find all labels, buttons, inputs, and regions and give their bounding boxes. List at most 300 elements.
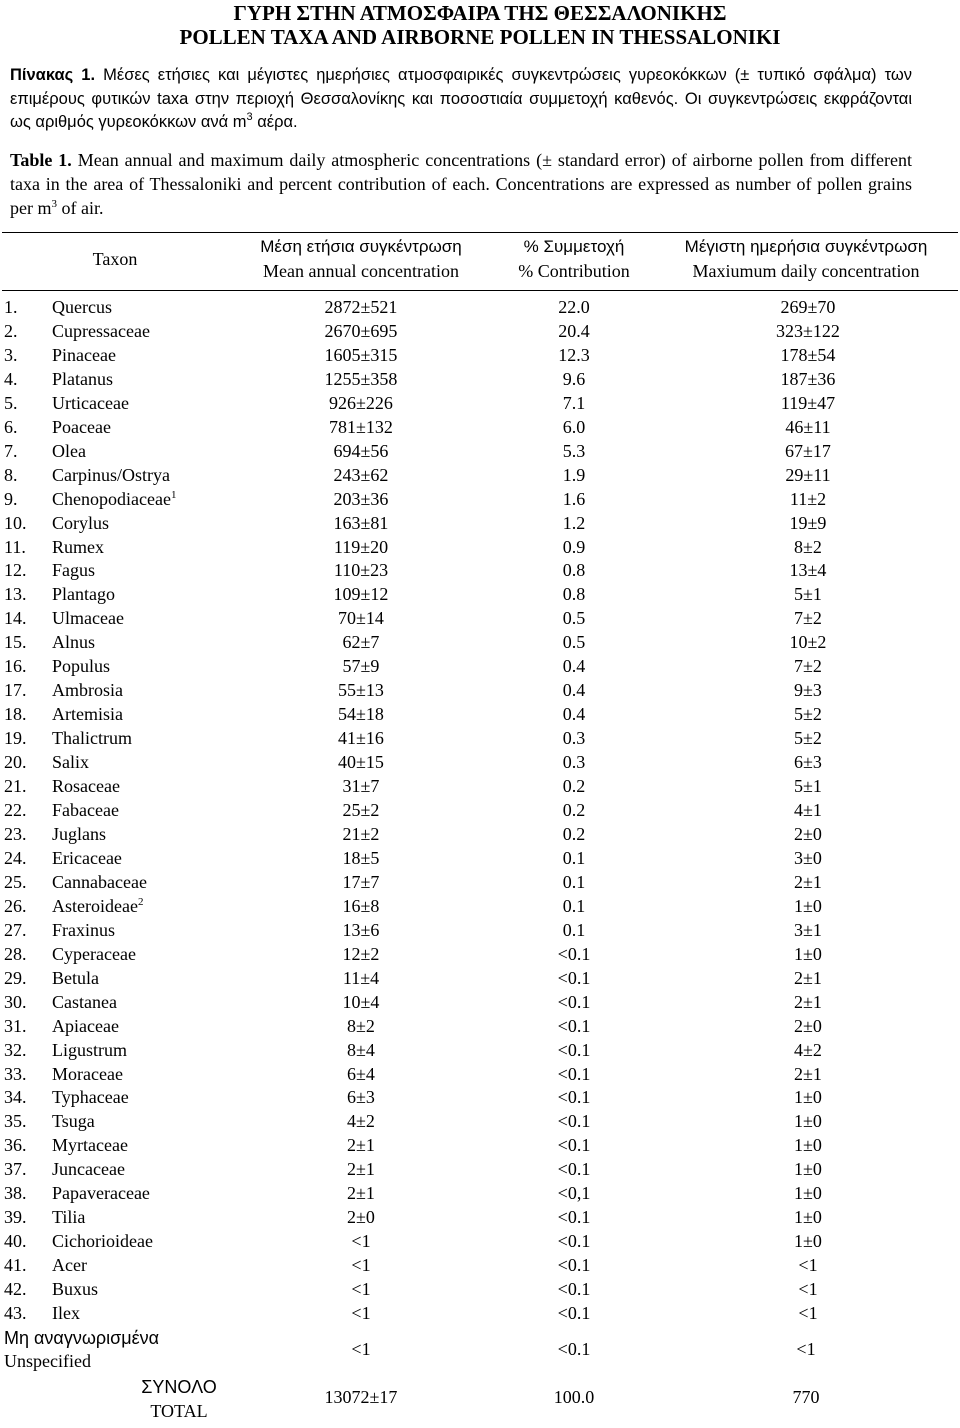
- row-mean: [230, 368, 492, 392]
- row-contribution: [492, 727, 656, 751]
- row-mean: [230, 775, 492, 799]
- row-taxon-text: Juglans: [52, 823, 106, 844]
- row-number-text: 30.: [4, 991, 27, 1012]
- row-mean-text: 926±226: [329, 392, 393, 413]
- table-row: [0, 1206, 960, 1230]
- table-row: [0, 991, 960, 1015]
- row-mean: [230, 536, 492, 560]
- row-contribution-text: <0,1: [557, 1183, 591, 1204]
- row-max: [656, 512, 960, 536]
- row-number-text: 39.: [4, 1207, 27, 1228]
- row-max-text: <1: [798, 1279, 818, 1300]
- title-greek: ΓΥΡΗ ΣΤΗΝ ΑΤΜΟΣΦΑΙΡΑ ΤΗΣ ΘΕΣΣΑΛΟΝΙΚΗΣ: [233, 1, 727, 25]
- row-max-text: 9±3: [794, 680, 822, 701]
- row-mean-text: 163±81: [333, 512, 389, 533]
- row-mean: [230, 871, 492, 895]
- row-taxon-text: Ligustrum: [52, 1039, 127, 1060]
- table-top-rule: [2, 232, 958, 233]
- row-number-text: 27.: [4, 919, 27, 940]
- row-max: [656, 1230, 960, 1254]
- unspecified-max: <1: [796, 1339, 816, 1359]
- row-number: [0, 1110, 52, 1134]
- row-max: [656, 823, 960, 847]
- row-contribution-text: <0.1: [557, 1159, 591, 1180]
- row-contribution-text: 0.1: [562, 871, 586, 892]
- row-mean: [230, 1206, 492, 1230]
- row-taxon-text: Urticaceae: [52, 392, 129, 413]
- row-contribution: [492, 1039, 656, 1063]
- caption-english-text-end: of air.: [56, 198, 104, 218]
- row-contribution-text: <0.1: [557, 967, 591, 988]
- row-taxon-text: Carpinus/Ostrya: [52, 464, 170, 485]
- row-contribution-text: 1.6: [562, 488, 586, 509]
- row-max: [656, 368, 960, 392]
- row-contribution: [492, 1063, 656, 1087]
- unspecified-mean: <1: [351, 1339, 371, 1359]
- row-mean: [230, 799, 492, 823]
- row-contribution: [492, 512, 656, 536]
- row-mean-text: <1: [351, 1231, 371, 1252]
- row-max-text: 6±3: [794, 752, 822, 773]
- row-taxon-text: Tilia: [52, 1207, 86, 1228]
- row-number: [0, 488, 52, 512]
- row-taxon-text: Juncaceae: [52, 1159, 125, 1180]
- row-mean-text: 243±62: [333, 464, 389, 485]
- row-number-text: 19.: [4, 728, 27, 749]
- row-mean-text: 21±2: [342, 823, 380, 844]
- row-number: [0, 943, 52, 967]
- row-number: [0, 416, 52, 440]
- row-contribution-text: 7.1: [562, 392, 586, 413]
- header-max: [656, 235, 956, 283]
- row-taxon-text: Betula: [52, 967, 99, 988]
- row-mean-text: 110±23: [333, 560, 389, 581]
- row-contribution: [492, 751, 656, 775]
- row-number: [0, 871, 52, 895]
- row-max: [656, 416, 960, 440]
- table-row: [0, 727, 960, 751]
- table-row: [0, 631, 960, 655]
- row-number-text: 9.: [4, 488, 18, 509]
- total-label: [112, 1375, 246, 1423]
- row-mean: [230, 416, 492, 440]
- row-mean-text: 10±4: [342, 991, 380, 1012]
- row-mean: [230, 296, 492, 320]
- row-contribution-text: <0.1: [557, 1255, 591, 1276]
- row-contribution-text: 0.8: [562, 584, 586, 605]
- row-contribution: [492, 1206, 656, 1230]
- row-max-text: 1±0: [794, 1183, 822, 1204]
- row-taxon-text: Apiaceae: [52, 1015, 119, 1036]
- row-max: [656, 607, 960, 631]
- row-contribution-text: <0.1: [557, 943, 591, 964]
- row-max: [656, 488, 960, 512]
- row-taxon-text: Ambrosia: [52, 680, 123, 701]
- row-contribution: [492, 991, 656, 1015]
- row-max: [656, 799, 960, 823]
- row-mean-text: 57±9: [342, 656, 380, 677]
- pollen-table-body: [0, 296, 960, 1326]
- row-number-text: 18.: [4, 704, 27, 725]
- unspecified-label-greek: Μη αναγνωρισμένα: [4, 1328, 160, 1348]
- row-max: [656, 1302, 960, 1326]
- row-number: [0, 1254, 52, 1278]
- row-max-text: 3±1: [794, 919, 822, 940]
- row-contribution-text: 0.4: [562, 680, 586, 701]
- row-mean: [230, 727, 492, 751]
- table-row: [0, 1278, 960, 1302]
- total-label-english: TOTAL: [150, 1401, 208, 1421]
- row-contribution-text: 0.8: [562, 560, 586, 581]
- row-number: [0, 512, 52, 536]
- row-number-text: 25.: [4, 871, 27, 892]
- row-max: [656, 1182, 960, 1206]
- row-contribution-text: 12.3: [558, 344, 590, 365]
- row-number-text: 16.: [4, 656, 27, 677]
- row-max-text: 5±2: [794, 728, 822, 749]
- row-max-text: 7±2: [794, 656, 822, 677]
- row-contribution-text: 0.1: [562, 847, 586, 868]
- row-number: [0, 967, 52, 991]
- row-max-text: 1±0: [794, 1135, 822, 1156]
- row-taxon: [52, 919, 230, 943]
- row-max-text: 19±9: [789, 512, 827, 533]
- row-mean: [230, 1134, 492, 1158]
- row-taxon-text: Moraceae: [52, 1063, 123, 1084]
- row-number: [0, 559, 52, 583]
- row-taxon-text: Ilex: [52, 1303, 80, 1324]
- row-number-text: 1.: [4, 297, 18, 317]
- row-contribution-text: <0.1: [557, 1087, 591, 1108]
- row-mean-text: 8±2: [347, 1015, 375, 1036]
- row-number: [0, 440, 52, 464]
- row-contribution: [492, 416, 656, 440]
- row-contribution: [492, 1015, 656, 1039]
- row-mean: [230, 488, 492, 512]
- row-mean: [230, 1230, 492, 1254]
- row-taxon: [52, 512, 230, 536]
- table-row: [0, 607, 960, 631]
- row-mean: [230, 583, 492, 607]
- row-contribution-text: <0.1: [557, 1063, 591, 1084]
- row-taxon-text: Pinaceae: [52, 344, 116, 365]
- row-max: [656, 679, 960, 703]
- table-row: [0, 416, 960, 440]
- row-number-text: 28.: [4, 943, 27, 964]
- header-taxon: Taxon: [92, 249, 138, 269]
- row-number-text: 11.: [4, 536, 26, 557]
- row-taxon-text: Artemisia: [52, 704, 123, 725]
- row-taxon: [52, 1302, 230, 1326]
- caption-greek-label: Πίνακας 1.: [10, 66, 96, 84]
- row-contribution: [492, 392, 656, 416]
- row-mean-text: 6±4: [347, 1063, 375, 1084]
- pollen-table: [0, 296, 960, 1326]
- row-number-text: 42.: [4, 1279, 27, 1300]
- row-contribution: [492, 895, 656, 919]
- table-row: [0, 296, 960, 320]
- row-contribution: [492, 655, 656, 679]
- row-max-text: <1: [798, 1255, 818, 1276]
- row-taxon: [52, 416, 230, 440]
- row-max-text: 7±2: [794, 608, 822, 629]
- row-mean: [230, 991, 492, 1015]
- row-taxon-text: Fraxinus: [52, 919, 115, 940]
- row-max: [656, 440, 960, 464]
- row-mean: [230, 607, 492, 631]
- row-contribution-text: 9.6: [562, 368, 586, 389]
- row-taxon: [52, 1015, 230, 1039]
- row-max-text: 29±11: [785, 464, 831, 485]
- row-taxon: [52, 847, 230, 871]
- row-taxon-text: Platanus: [52, 368, 113, 389]
- row-max-text: 5±2: [794, 704, 822, 725]
- row-contribution: [492, 583, 656, 607]
- row-contribution: [492, 1158, 656, 1182]
- row-number: [0, 751, 52, 775]
- row-max-text: 1±0: [794, 1231, 822, 1252]
- row-max-text: 187±36: [780, 368, 836, 389]
- row-contribution-text: 0.3: [562, 728, 586, 749]
- table-row: [0, 1158, 960, 1182]
- row-number-text: 26.: [4, 895, 27, 916]
- row-mean-text: 17±7: [342, 871, 380, 892]
- row-taxon-text: Thalictrum: [52, 728, 132, 749]
- row-max: [656, 464, 960, 488]
- row-number-text: 14.: [4, 608, 27, 629]
- row-contribution: [492, 1134, 656, 1158]
- table-row: [0, 1302, 960, 1326]
- row-number-text: 7.: [4, 440, 18, 461]
- row-contribution: [492, 1230, 656, 1254]
- table-row: [0, 392, 960, 416]
- row-max-text: 4±2: [794, 1039, 822, 1060]
- row-max: [656, 847, 960, 871]
- row-max-text: 2±0: [794, 823, 822, 844]
- row-mean-text: 8±4: [347, 1039, 375, 1060]
- row-taxon-text: Myrtaceae: [52, 1135, 128, 1156]
- row-taxon: [52, 823, 230, 847]
- row-contribution-text: <0.1: [557, 1279, 591, 1300]
- row-mean-text: 2872±521: [324, 297, 398, 317]
- row-contribution-text: 22.0: [558, 297, 590, 317]
- table-row: [0, 1110, 960, 1134]
- row-contribution-text: 5.3: [562, 440, 586, 461]
- row-taxon: [52, 1039, 230, 1063]
- row-number-text: 17.: [4, 680, 27, 701]
- row-number-text: 32.: [4, 1039, 27, 1060]
- row-taxon-text: Rosaceae: [52, 776, 120, 797]
- row-taxon: [52, 679, 230, 703]
- row-mean-text: 2±1: [347, 1135, 375, 1156]
- row-number-text: 20.: [4, 752, 27, 773]
- row-contribution-text: 0.4: [562, 656, 586, 677]
- row-number-text: 34.: [4, 1087, 27, 1108]
- row-mean-text: 781±132: [329, 416, 393, 437]
- row-max-text: 67±17: [785, 440, 831, 461]
- row-max: [656, 1134, 960, 1158]
- row-contribution: [492, 823, 656, 847]
- row-taxon-text: Rumex: [52, 536, 104, 557]
- table-row: [0, 847, 960, 871]
- row-number-text: 24.: [4, 847, 27, 868]
- row-mean-text: 119±20: [333, 536, 389, 557]
- row-taxon-text: Quercus: [52, 297, 112, 317]
- row-mean: [230, 1302, 492, 1326]
- row-mean: [230, 679, 492, 703]
- row-max-text: 46±11: [785, 416, 831, 437]
- row-contribution: [492, 871, 656, 895]
- row-mean: [230, 895, 492, 919]
- row-number: [0, 919, 52, 943]
- row-taxon: [52, 464, 230, 488]
- row-number: [0, 344, 52, 368]
- row-contribution: [492, 631, 656, 655]
- row-max-text: 2±1: [794, 1063, 822, 1084]
- row-number: [0, 703, 52, 727]
- row-taxon-text: Cupressaceae: [52, 320, 150, 341]
- row-contribution-text: <0.1: [557, 1015, 591, 1036]
- row-mean-text: <1: [351, 1255, 371, 1276]
- row-max-text: 2±1: [794, 967, 822, 988]
- row-contribution: [492, 464, 656, 488]
- table-row: [0, 1182, 960, 1206]
- row-contribution-text: <0.1: [557, 1135, 591, 1156]
- table-row: [0, 919, 960, 943]
- row-contribution-text: <0.1: [557, 1303, 591, 1324]
- row-number: [0, 1134, 52, 1158]
- row-mean: [230, 1158, 492, 1182]
- row-number: [0, 536, 52, 560]
- row-mean-text: 203±36: [333, 488, 389, 509]
- row-mean: [230, 847, 492, 871]
- row-mean: [230, 1182, 492, 1206]
- row-contribution: [492, 320, 656, 344]
- row-mean: [230, 943, 492, 967]
- row-taxon: [52, 1134, 230, 1158]
- table-row: [0, 1086, 960, 1110]
- table-row: [0, 967, 960, 991]
- row-contribution-text: <0.1: [557, 1207, 591, 1228]
- row-max: [656, 296, 960, 320]
- caption-greek-sup: 3: [246, 111, 253, 123]
- row-contribution: [492, 799, 656, 823]
- row-mean-text: 2±1: [347, 1159, 375, 1180]
- row-taxon-text: Plantago: [52, 584, 115, 605]
- row-taxon: [52, 943, 230, 967]
- row-taxon-footnote: 1: [170, 488, 177, 501]
- row-max-text: 178±54: [780, 344, 836, 365]
- row-mean-text: 12±2: [342, 943, 380, 964]
- row-contribution-text: 20.4: [558, 320, 590, 341]
- row-taxon-text: Cannabaceae: [52, 871, 147, 892]
- row-number: [0, 368, 52, 392]
- row-max: [656, 1278, 960, 1302]
- total-max: 770: [792, 1387, 820, 1407]
- row-mean: [230, 1110, 492, 1134]
- row-contribution-text: 0.2: [562, 800, 586, 821]
- row-taxon: [52, 1110, 230, 1134]
- table-row: [0, 464, 960, 488]
- table-row: [0, 1015, 960, 1039]
- row-contribution: [492, 1182, 656, 1206]
- row-number-text: 22.: [4, 800, 27, 821]
- row-mean-text: 54±18: [338, 704, 384, 725]
- row-mean: [230, 344, 492, 368]
- row-mean: [230, 655, 492, 679]
- row-mean-text: 4±2: [347, 1111, 375, 1132]
- row-number-text: 12.: [4, 560, 27, 581]
- row-mean-text: 40±15: [338, 752, 384, 773]
- row-mean-text: 70±14: [338, 608, 384, 629]
- row-taxon: [52, 559, 230, 583]
- row-number-text: 36.: [4, 1135, 27, 1156]
- row-max-text: 5±1: [794, 584, 822, 605]
- row-max-text: 119±47: [780, 392, 836, 413]
- row-taxon: [52, 991, 230, 1015]
- table-row: [0, 1230, 960, 1254]
- row-contribution-text: <0.1: [557, 1111, 591, 1132]
- row-number: [0, 1039, 52, 1063]
- row-number: [0, 895, 52, 919]
- row-contribution: [492, 943, 656, 967]
- row-taxon-text: Cichorioideae: [52, 1231, 153, 1252]
- row-max: [656, 727, 960, 751]
- row-mean: [230, 1015, 492, 1039]
- row-max: [656, 991, 960, 1015]
- row-taxon: [52, 392, 230, 416]
- row-number-text: 8.: [4, 464, 18, 485]
- row-mean-text: 25±2: [342, 800, 380, 821]
- caption-english-label: Table 1.: [10, 150, 72, 170]
- row-mean-text: <1: [351, 1279, 371, 1300]
- row-contribution-text: 1.9: [562, 464, 586, 485]
- header-contribution: [492, 235, 656, 283]
- row-max: [656, 751, 960, 775]
- table-row: [0, 1134, 960, 1158]
- unspecified-row-values: [230, 1339, 956, 1360]
- row-max: [656, 775, 960, 799]
- row-number: [0, 991, 52, 1015]
- row-number: [0, 1015, 52, 1039]
- row-max: [656, 392, 960, 416]
- header-max-greek: Μέγιστη ημερήσια συγκέντρωση: [684, 237, 928, 256]
- row-max-text: 13±4: [789, 560, 827, 581]
- row-contribution-text: 0.2: [562, 776, 586, 797]
- row-number-text: 38.: [4, 1183, 27, 1204]
- row-contribution: [492, 368, 656, 392]
- row-contribution: [492, 775, 656, 799]
- row-number: [0, 607, 52, 631]
- header-mean-greek: Μέση ετήσια συγκέντρωση: [260, 237, 462, 256]
- row-mean-text: 1255±358: [324, 368, 398, 389]
- row-taxon: [52, 1158, 230, 1182]
- header-contribution-english: % Contribution: [518, 261, 630, 281]
- row-number-text: 6.: [4, 416, 18, 437]
- row-number: [0, 727, 52, 751]
- row-mean: [230, 320, 492, 344]
- row-max-text: 2±1: [794, 871, 822, 892]
- row-mean: [230, 1278, 492, 1302]
- row-number: [0, 823, 52, 847]
- row-mean-text: 6±3: [347, 1087, 375, 1108]
- table-row: [0, 655, 960, 679]
- row-number: [0, 1182, 52, 1206]
- row-number: [0, 296, 52, 320]
- caption-english: [10, 148, 912, 220]
- total-mean: 13072±17: [324, 1387, 398, 1407]
- row-taxon: [52, 1086, 230, 1110]
